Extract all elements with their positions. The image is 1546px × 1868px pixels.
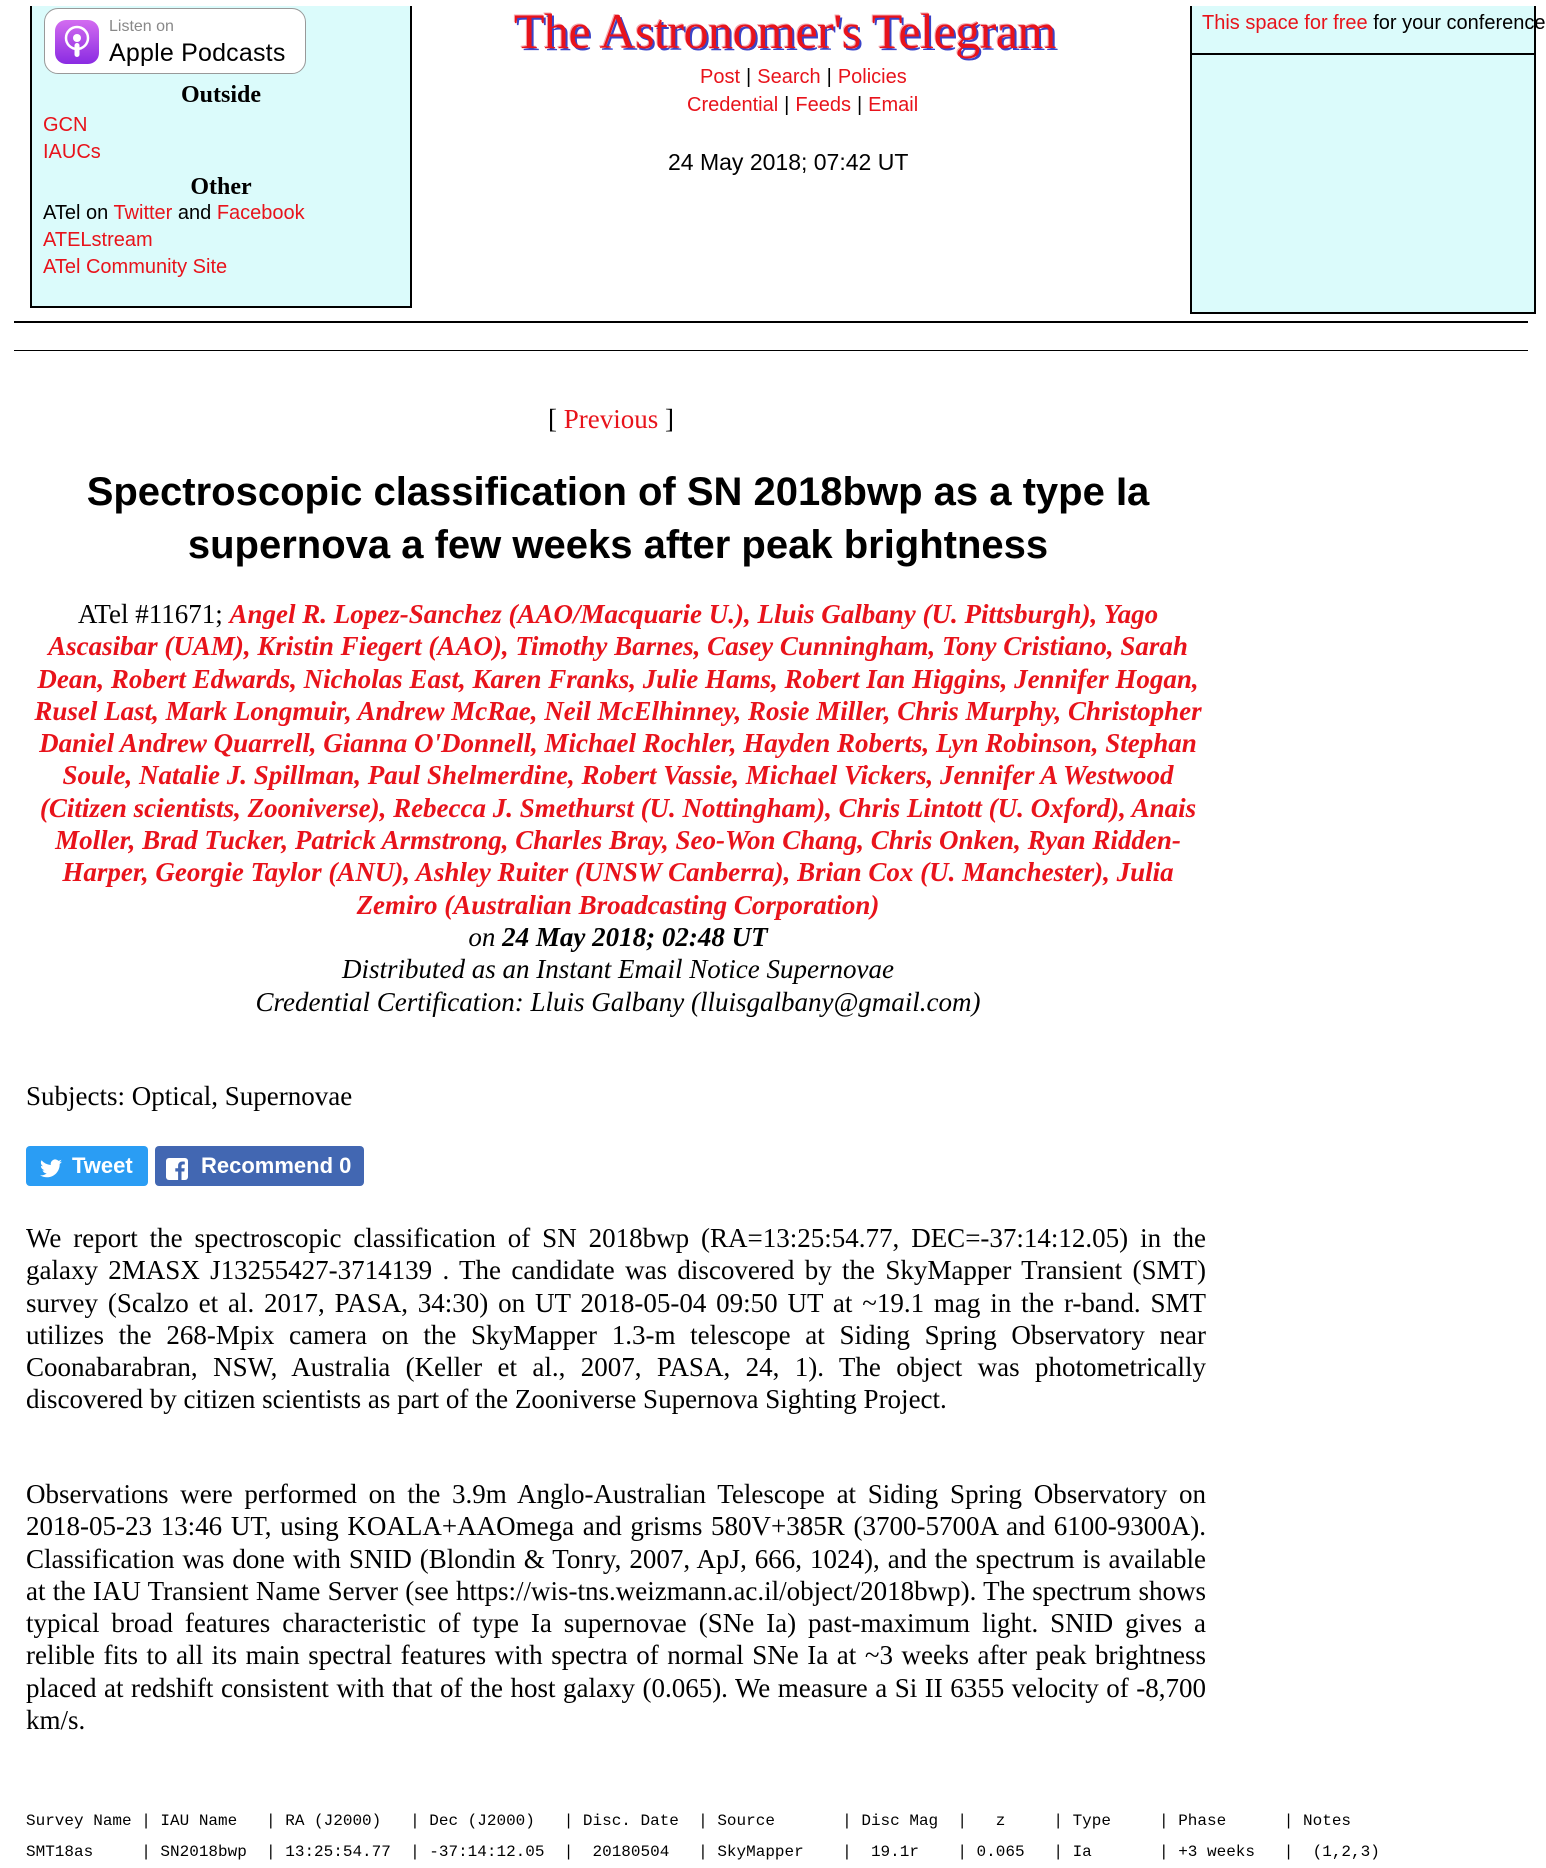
author-block <box>28 598 1208 1018</box>
prev-bracket-open: [ <box>548 404 557 434</box>
prev-bracket-close: ] <box>665 404 674 434</box>
social-line <box>43 202 305 225</box>
iaucs-link[interactable]: IAUCs <box>43 141 101 163</box>
nav-separator: | <box>826 66 832 88</box>
divider <box>14 350 1528 351</box>
atel-number: ATel #11671; <box>77 599 223 629</box>
twitter-bird-icon <box>38 1154 64 1194</box>
publication-date: 24 May 2018; 02:48 UT <box>502 921 768 952</box>
nav-separator: | <box>856 94 863 116</box>
atelstream-link[interactable]: ATELstream <box>43 229 153 251</box>
body-paragraph-2: Observations were performed on the 3.9m Anglo-Australian Telescope at Siding Spring Observatory on 2018-05-23 13:46 UT, using KOALA+AAOmega and grisms 580V+385R (3700-5700A and 6100-9300A). Classification was done with SNID (Blondin & Tonry, 2007, ApJ, 666, 1024), and the spectrum is available at the IAU Transient Name Server (see https://wis-tns.weizmann.ac.il/object/2018bwp). The spectrum shows typical broad features characteristic of type Ia supernovae (SNe Ia) past-maximum light. SNID gives a relible fits to all its main spectral features with spectra of normal SNe Ia at ~3 weeks after peak brightness placed at redshift consistent with that of the host galaxy (0.065). We measure a Si II 6355 velocity of -8,700 km/s. <box>26 1479 1206 1736</box>
facebook-link[interactable]: Facebook <box>216 202 305 224</box>
nav-feeds[interactable]: Feeds <box>795 94 851 116</box>
nav-line-2 <box>687 94 918 117</box>
gcn-link[interactable]: GCN <box>43 114 88 136</box>
site-title-logo[interactable]: The Astronomer's Telegram <box>514 3 1056 59</box>
previous-link[interactable]: Previous <box>563 404 659 434</box>
nav-policies[interactable]: Policies <box>837 66 907 88</box>
sidebar-right-box <box>1190 6 1546 314</box>
podcast-big-text: Apple Podcasts <box>109 39 286 67</box>
outside-heading: Outside <box>180 82 261 108</box>
on-word: on <box>468 921 496 952</box>
promo-text <box>1202 12 1546 35</box>
article-title: Spectroscopic classification of SN 2018bwp as a type Ia supernova a few weeks after peak brightness <box>86 470 1150 567</box>
tweet-label: Tweet <box>72 1153 133 1178</box>
sidebar-left-box <box>30 6 412 308</box>
nav-email[interactable]: Email <box>868 94 919 116</box>
promo-link[interactable]: This space for free <box>1202 12 1368 34</box>
nav-search[interactable]: Search <box>757 66 821 88</box>
divider <box>14 321 1528 323</box>
nav-separator: | <box>784 94 790 116</box>
other-heading: Other <box>190 174 252 200</box>
recommend-label: Recommend 0 <box>201 1153 352 1178</box>
nav-separator: | <box>746 66 752 88</box>
twitter-link[interactable]: Twitter <box>113 202 173 224</box>
credential-note: Credential Certification: Lluis Galbany (lluisgalbany@gmail.com) <box>255 986 981 1017</box>
body-paragraph-1: We report the spectroscopic classification of SN 2018bwp (RA=13:25:54.77, DEC=-37:14:12.05) in the galaxy 2MASX J13255427-3714139 . The candidate was discovered by the SkyMapper Transient (SMT) survey (Scalzo et al. 2017, PASA, 34:30) on UT 2018-05-04 09:50 UT at ~19.1 mag in the r-band. SMT utilizes the 268-Mpix camera on the SkyMapper 1.3-m telescope at Siding Spring Observatory near Coonabarabran, NSW, Australia (Keller et al., 2007, PASA, 24, 1). The object was photometrically discovered by citizen scientists as part of the Zooniverse Supernova Sighting Project. <box>26 1223 1206 1415</box>
subjects-line: Subjects: Optical, Supernovae <box>26 1081 353 1111</box>
survey-table-header: Survey Name | IAU Name | RA (J2000) | Dec (J2000) | Disc. Date | Source | Disc Mag | z | Type | Phase | Notes <box>26 1812 1352 1830</box>
previous-nav <box>548 404 674 435</box>
promo-strip <box>1192 6 1546 55</box>
nav-line-1 <box>700 66 907 89</box>
survey-table-row: SMT18as | SN2018bwp | 13:25:54.77 | -37:14:12.05 | 20180504 | SkyMapper | 19.1r | 0.065 | Ia | +3 weeks | (1,2,3) <box>26 1843 1380 1861</box>
apple-podcasts-badge[interactable] <box>44 8 306 74</box>
tweet-button[interactable] <box>26 1146 148 1186</box>
header-datetime: 24 May 2018; 07:42 UT <box>668 149 909 175</box>
distribution-note: Distributed as an Instant Email Notice Supernovae <box>342 954 894 985</box>
and-word: and <box>177 202 212 224</box>
recommend-button[interactable] <box>155 1146 364 1186</box>
podcast-icon <box>55 20 99 64</box>
podcast-small-text: Listen on <box>109 18 174 35</box>
nav-post[interactable]: Post <box>700 66 741 88</box>
author-list[interactable]: Angel R. Lopez-Sanchez (AAO/Macquarie U.), Lluis Galbany (U. Pittsburgh), Yago Ascasibar (UAM), Kristin Fiegert (AAO), Timothy Barnes, Casey Cunningham, Tony Cristiano, Sarah Dean, Robert Edwards, Nicholas East, Karen Franks, Julie Hams, Robert Ian Higgins, Jennifer Hogan, Rusel Last, Mark Longmuir, Andrew McRae, Neil McElhinney, Rosie Miller, Chris Murphy, Christopher Daniel Andrew Quarrell, Gianna O'Donnell, Michael Rochler, Hayden Roberts, Lyn Robinson, Stephan Soule, Natalie J. Spillman, Paul Shelmerdine, Robert Vassie, Michael Vickers, Jennifer A Westwood (Citizen scientists, Zooniverse), Rebecca J. Smethurst (U. Nottingham), Chris Lintott (U. Oxford), Anais Moller, Brad Tucker, Patrick Armstrong, Charles Bray, Seo-Won Chang, Chris Onken, Ryan Ridden-Harper, Georgie Taylor (ANU), Ashley Ruiter (UNSW Canberra), Brian Cox (U. Manchester), Julia Zemiro (Australian Broadcasting Corporation) <box>34 599 1202 920</box>
social-prefix: ATel on <box>43 202 109 224</box>
survey-table <box>26 1806 1380 1868</box>
promo-rest: for your conference <box>1373 12 1546 34</box>
nav-credential[interactable]: Credential <box>687 94 779 116</box>
facebook-icon <box>165 1154 189 1194</box>
community-link[interactable]: ATel Community Site <box>43 256 228 278</box>
